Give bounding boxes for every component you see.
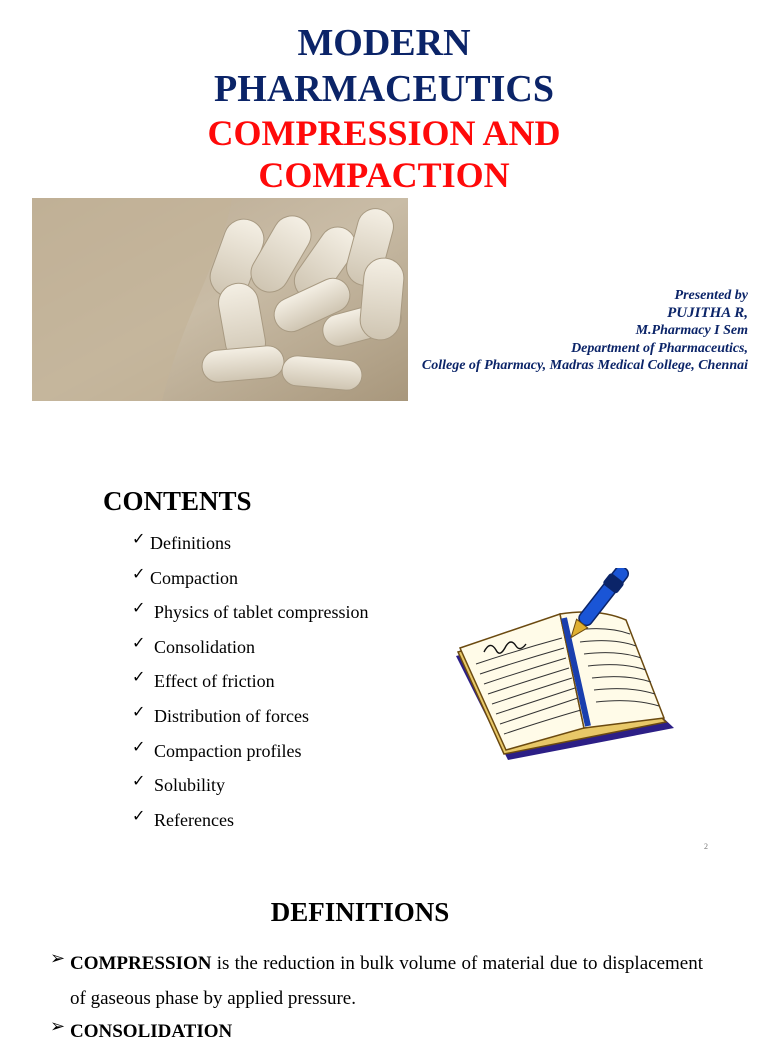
list-item: ✓ Compaction profiles: [132, 738, 302, 761]
presenter-degree: M.Pharmacy I Sem: [635, 323, 748, 338]
list-item: ✓ References: [132, 807, 234, 830]
list-item: ✓ Compaction: [132, 565, 238, 588]
list-item: ✓ Consolidation: [132, 634, 256, 657]
presenter-block: [422, 287, 748, 375]
title-line-1: MODERN: [297, 22, 471, 64]
tablets-powder-photo: [32, 198, 408, 401]
title-slide: [0, 0, 768, 420]
contents-list: [132, 530, 368, 841]
check-icon: ✓: [132, 531, 146, 548]
arrow-bullet-icon: ➢: [50, 948, 66, 968]
subtitle-line-2: COMPACTION: [258, 155, 510, 195]
check-icon: ✓: [132, 807, 146, 825]
subtitle-line-1: COMPRESSION AND: [207, 113, 561, 153]
contents-heading: CONTENTS: [103, 486, 252, 516]
check-icon: ✓: [132, 669, 146, 687]
list-item: ✓ Distribution of forces: [132, 703, 309, 726]
check-icon: ✓: [132, 773, 146, 791]
term-compression: COMPRESSION: [70, 953, 212, 974]
presented-by-label: Presented by: [674, 288, 748, 303]
list-item: ✓ Effect of friction: [132, 669, 275, 692]
check-icon: ✓: [132, 565, 146, 583]
presenter-department: Department of Pharmaceutics,: [571, 340, 748, 356]
list-item: ✓ Solubility: [132, 773, 226, 796]
term-consolidation: CONSOLIDATION: [70, 1021, 233, 1042]
definition-consolidation: [70, 1014, 703, 1049]
book-and-pen-clipart: [448, 568, 680, 768]
check-icon: ✓: [132, 634, 146, 652]
presenter-college: College of Pharmacy, Madras Medical College, Chennai: [421, 358, 748, 373]
definitions-heading: DEFINITIONS: [270, 897, 450, 927]
list-item: ✓ Physics of tablet compression: [132, 600, 369, 623]
check-icon: ✓: [132, 703, 146, 721]
check-icon: ✓: [132, 600, 146, 618]
list-item: ✓ Definitions: [132, 531, 231, 553]
page-number: 2: [704, 842, 708, 851]
presenter-name: PUJITHA R,: [667, 304, 748, 321]
definition-compression: [70, 946, 703, 1016]
check-icon: ✓: [132, 738, 146, 756]
arrow-bullet-icon: ➢: [50, 1016, 66, 1036]
definition-text: is the reduction in bulk volume of material due to displacement of gaseous phase by applied pressure.: [70, 953, 703, 1009]
title-line-2: PHARMACEUTICS: [214, 68, 554, 110]
